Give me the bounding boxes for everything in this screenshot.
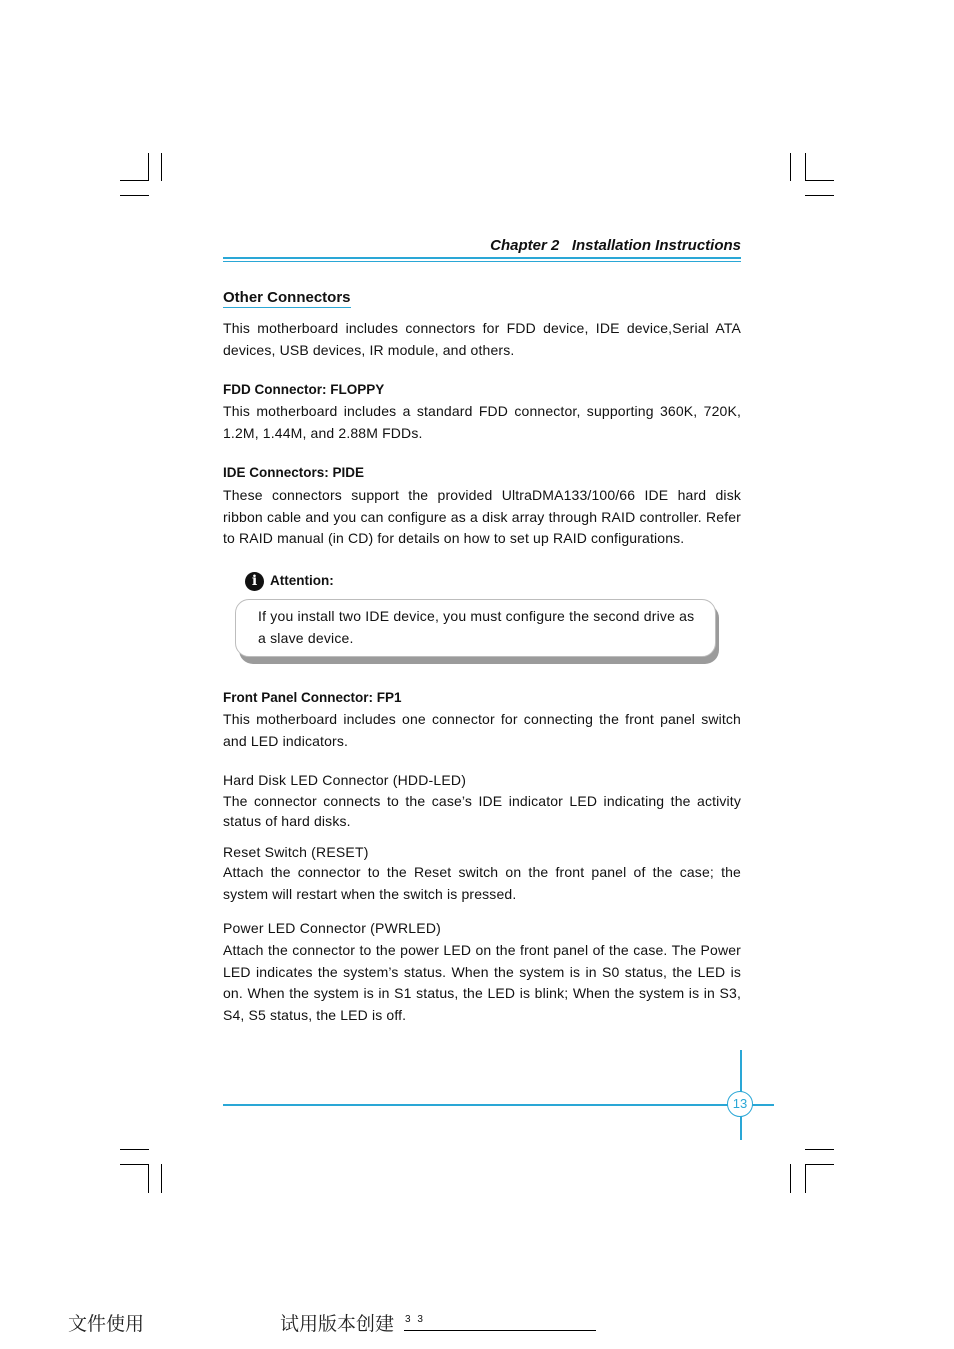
watermark-left: 文件使用 (68, 1313, 145, 1335)
ide-text: These connectors support the provided UltraDMA133/100/66 IDE hard disk ribbon cable and you can configure as a disk array through RAID controller. Refer to RAID manual (in CD) for details on how to set up RAID configurations. (223, 487, 741, 546)
section-intro: This motherboard includes connectors for FDD device, IDE device,Serial ATA devices, USB devices, IR module, and others. (223, 320, 741, 358)
reset-title: Reset Switch (RESET) (223, 844, 369, 860)
small-number: 3 3 (405, 1314, 425, 1325)
hdd-led-text: The connector connects to the case’s IDE indicator LED indicating the activity status of hard disks. (223, 793, 741, 829)
pwrled-text: Attach the connector to the power LED on the front panel of the case. The Power LED indicates the system’s status. When the system is in S0 status, the LED is on. When the system is in S1 status, the LED is blink; When the system is in S3, S4, S5 status, the LED is off. (223, 942, 741, 1023)
header-rule (223, 257, 741, 259)
info-icon: i (245, 572, 264, 591)
reset-text: Attach the connector to the Reset switch on the front panel of the case; the system will restart when the switch is pressed. (223, 864, 741, 902)
ide-heading: IDE Connectors: PIDE (223, 465, 365, 480)
footer-rule (223, 1104, 774, 1106)
section-title: Other Connectors (223, 289, 351, 306)
chapter-header (223, 237, 741, 254)
attention-label: Attention: (270, 573, 334, 588)
front-panel-text: This motherboard includes one connector for connecting the front panel switch and LED indicators. (223, 711, 741, 749)
chapter-label: Chapter 2 (490, 237, 560, 254)
watermark-right: 试用版本创建 (280, 1313, 395, 1335)
watermark-underline (404, 1330, 596, 1331)
front-panel-heading: Front Panel Connector: FP1 (223, 690, 402, 705)
fdd-heading: FDD Connector: FLOPPY (223, 382, 385, 397)
attention-text: If you install two IDE device, you must configure the second drive as a slave device. (258, 608, 695, 646)
header-rule-thin (223, 261, 741, 262)
pwrled-title: Power LED Connector (PWRLED) (223, 920, 441, 936)
page-number: 13 (727, 1091, 753, 1117)
fdd-text: This motherboard includes a standard FDD connector, supporting 360K, 720K, 1.2M, 1.44M, and 2.88M FDDs. (223, 403, 741, 441)
hdd-led-title: Hard Disk LED Connector (HDD-LED) (223, 772, 467, 788)
chapter-title: Installation Instructions (571, 237, 741, 254)
